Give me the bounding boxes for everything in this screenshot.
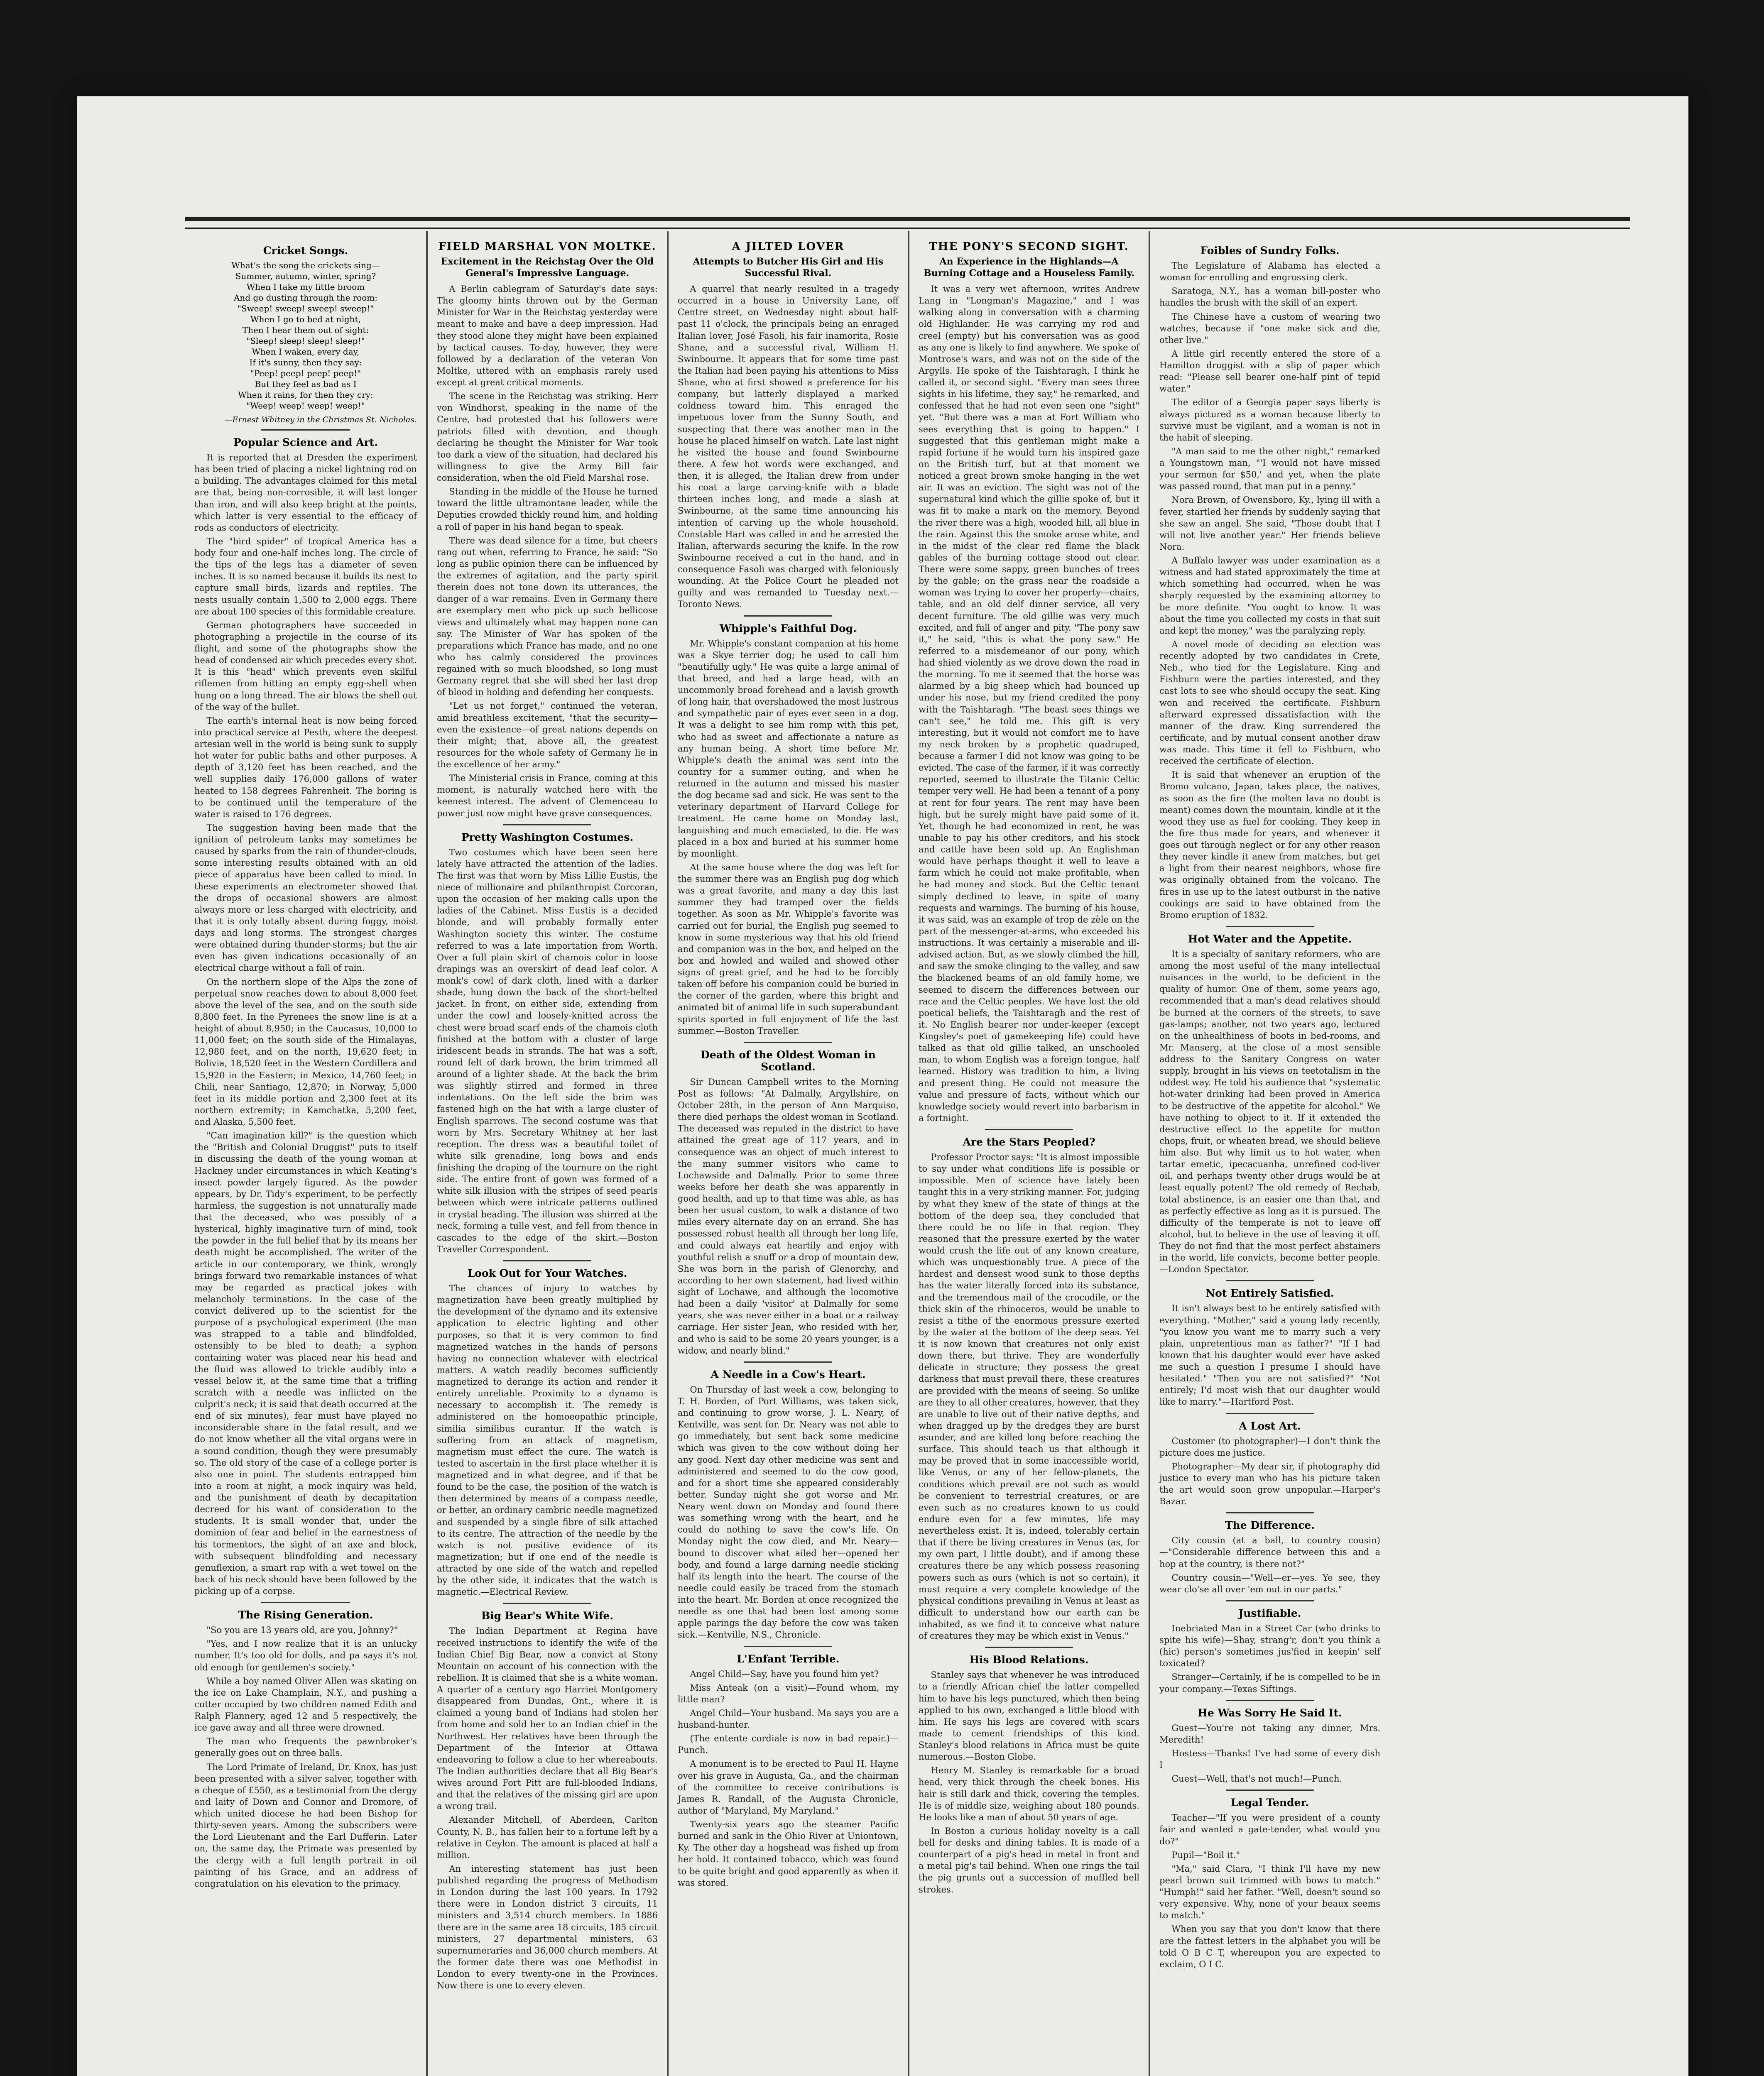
article-paragraph: The earth's internal heat is now being forced into practical service at Pesth, where the deepest artesian well in the world is being sunk to supply hot water for public baths and other purposes. A depth of 3,120 feet has been reached, and the well supplies daily 176,000 gallons of water heated to 158 degrees Fahrenheit. The boring is to be continued until the temperature of the water is raised to 176 degrees.: [194, 715, 417, 819]
article-paragraph: In Boston a curious holiday novelty is a call bell for desks and dining tables. It is made of a counterpart of a pig's head in metal in front and a metal pig's tail behind. When one rings the tail the pig grunts out a succession of muffled bell strokes.: [919, 1826, 1139, 1895]
poem-line: When it rains, for then they cry:: [238, 390, 373, 400]
article-headline: Whipple's Faithful Dog.: [719, 622, 857, 634]
article-separator: [261, 429, 350, 431]
column-5: [1149, 231, 1389, 2076]
article-paragraph: A Berlin cablegram of Saturday's date says: The gloomy hints thrown out by the German Minister for War in the Reichstag yesterday were meant to make and have a deep impression. Had they stood alone they might have been explained by tactical causes. To-day, however, they were followed by a declaration of the veteran Von Moltke, uttered with an emphasis rarely used except at great critical moments.: [437, 284, 658, 387]
article-deck: Excitement in the Reichstag Over the Old General's Impressive Language.: [441, 256, 654, 279]
article-headline: Cricket Songs.: [263, 245, 348, 257]
article-paragraph: When you say that you don't know that there are the fattest letters in the alphabet you will be told O B C T, whereupon you are expected to exclaim, O I C.: [1159, 1924, 1380, 1969]
article-separator: [1226, 1700, 1314, 1701]
newspaper-page: [77, 96, 1688, 2076]
article-paragraph: Teacher—"If you were president of a county fair and wanted a gate-tender, what would you do?": [1159, 1813, 1380, 1846]
article-paragraph: The "bird spider" of tropical America has a body four and one-half inches long. The circle of the tips of the legs has a diameter of seven inches. It is so named because it builds its nest to capture small birds, lizards and reptiles. The nests usually contain 1,500 to 2,000 eggs. There are about 100 species of this formidable creature.: [194, 536, 417, 617]
article-separator: [744, 1361, 833, 1363]
article-paragraph: Miss Anteak (on a visit)—Found whom, my little man?: [678, 1682, 899, 1704]
article-headline: A Lost Art.: [1239, 1420, 1301, 1432]
article-separator: [985, 1647, 1073, 1648]
article-separator: [503, 1260, 592, 1261]
article-paragraph: Inebriated Man in a Street Car (who drinks to spite his wife)—Shay, strang'r, don't you think a (hic) person's sometimes jus'fied in keepin' self toxicated?: [1159, 1623, 1380, 1669]
article-headline: Foibles of Sundry Folks.: [1200, 245, 1340, 257]
article-paragraph: Standing in the middle of the House he turned toward the little ultramontane leader, while the Deputies crowded thickly round him, and holding a roll of paper in his hand began to speak.: [437, 487, 658, 532]
poem-line: What's the song the crickets sing—: [231, 260, 380, 270]
article-paragraph: On the northern slope of the Alps the zone of perpetual snow reaches down to about 8,000 feet above the level of the sea, and on the south side 8,800 feet. In the Pyrenees the snow line is at a height of about 8,950; in the Caucasus, 10,000 to 11,000 feet; on the south side of the Himalayas, 12,980 feet, and on the north, 19,620 feet; in Bolivia, 18,520 feet in the Western Cordillera and 15,920 in the Eastern; in Mexico, 14,760 feet; in Chili, near Santiago, 12,870; in Norway, 5,000 feet in its middle portion and 2,300 feet at its northern extremity; in Kamchatka, 5,200 feet, and Alaska, 5,500 feet.: [194, 977, 417, 1127]
article-separator: [503, 1603, 592, 1604]
article-paragraph: The chances of injury to watches by magnetization have been greatly multiplied by the development of the dynamo and its extensive application to electric lighting and other purposes, so that it is very common to find magnetized watches in the hands of persons having no connection whatever with electrical matters. A watch readily becomes sufficiently magnetized to derange its action and render it entirely unreliable. Proximity to a dynamo is necessary to accomplish it. The remedy is administered on the homoeopathic principle, similia similibus curantur. If the watch is suffering from an attack of magnetism, magnetism must effect the cure. The watch is tested to ascertain in the first place whether it is magnetized and in what degree, and if that be found to be the case, the position of the watch is then determined by means of a compass needle, or better, an ordinary cambric needle magnetized and suspended by a single fibre of silk attached to its centre. The attraction of the needle by the watch is not positive evidence of its magnetization; but if one end of the needle is attracted by one side of the watch and repelled by the other side, it indicates that the watch is magnetic.—Electrical Review.: [437, 1283, 658, 1597]
article-headline: He Was Sorry He Said It.: [1198, 1706, 1342, 1719]
article-paragraph: Pupil—"Boil it.": [1171, 1850, 1240, 1860]
article-separator: [1226, 1413, 1314, 1414]
article-separator: [985, 1129, 1073, 1130]
article-paragraph: "A man said to me the other night," remarked a Youngstown man, "'I would not have missed your sermon for $50,' and yet, when the plate was passed round, that man put in a penny.": [1159, 446, 1380, 492]
column-1: [185, 231, 426, 2076]
article-paragraph: An interesting statement has just been published regarding the progress of Methodism in London during the last 100 years. In 1792 there were in London district 3 circuits, 11 ministers and 3,514 church members. In 1886 there are in the same area 18 circuits, 185 circuit ministers, 27 departmental ministers, 63 supernumeraries and 36,000 church members. At the former date there was one Methodist in London to every twenty-one in the Provinces. Now there is one to every eleven.: [437, 1863, 658, 1991]
article-headline: The Difference.: [1225, 1519, 1315, 1532]
article-paragraph: It is reported that at Dresden the experiment has been tried of placing a nickel lightning rod on a building. The advantages claimed for this metal are that, being non-corrosible, it will last longer than iron, and will also keep bright at the points, which latter is very essential to the efficacy of rods as conductors of electricity.: [194, 453, 417, 533]
article-paragraph: It is a specialty of sanitary reformers, who are among the most useful of the many intellectual nuisances in the world, to be deficient in the quality of humor. One of them, some years ago, recommended that a man's dead relatives should be burned at the corners of the streets, to save gas-lamps; another, not two years ago, lectured on the unhealthiness of boots in bed-rooms, and Mr. Manserg, at the close of a most sensible address to the Sanitary Congress on water supply, brought in his views on teetotalism in the oddest way. He told his audience that "systematic hot-water drinking had been proved in America to be destructive of the appetite for alcohol." We have nothing to object to it. If it extended the destructive effect to the appetite for mutton chops, fruit, or wheaten bread, we should believe him also. But why limit us to hot water, when tartar emetic, ipecacuanha, unrefined cod-liver oil, and perhaps twenty other drugs would be at least equally potent? The old remedy of Rechab, total abstinence, is an easier one than that, and as perfectly effective as long as it is pursued. The difficulty of the temperate is not to leave off alcohol, but to believe in the use of leaving it off. They do not find that the most perfect abstainers in the world, life convicts, become better people.—London Spectator.: [1159, 949, 1380, 1275]
poem: [194, 260, 417, 411]
article-paragraph: It isn't always best to be entirely satisfied with everything. "Mother," said a young lady recently, "you know you want me to marry such a very plain, unpretentious man as father?" "If I had known that his daughter would ever have asked me such a question I presume I should have hesitated." "Then you are not satisfied?" "Not entirely; I'd most wish that our daughter would like to marry."—Hartford Post.: [1159, 1303, 1380, 1407]
article-paragraph: "Let us not forget," continued the veteran, amid breathless excitement, "that the security—even the existence—of great nations depends on their might; that, above all, the greatest resources for the whole safety of Germany lie in the excellence of her army.": [437, 701, 658, 769]
poem-line: "Sweep! sweep! sweep! sweep!": [237, 304, 374, 313]
article-headline: Not Entirely Satisfied.: [1205, 1287, 1334, 1300]
article-paragraph: The suggestion having been made that the ignition of petroleum tanks may sometimes be caused by sparks from the rain of thunder-clouds, some interesting results obtained with an old piece of apparatus have been called to mind. In these experiments an electrometer showed that the drops of occasional showers are almost always more or less charged with electricity, and that it is only totally absent during foggy, moist days and long storms. The strongest charges were obtained during thunder-storms; but the air even has given indications occasionally of an electrical charge without a fall of rain.: [194, 823, 417, 973]
article-deck: An Experience in the Highlands—A Burning Cottage and a Houseless Family.: [924, 256, 1134, 279]
article-paragraph: Country cousin—"Well—er—yes. Ye see, they wear clo'se all over 'em out in our parts.": [1159, 1572, 1380, 1594]
poem-line: When I take my little broom: [246, 282, 365, 292]
masthead-rule: [185, 217, 1630, 221]
article-paragraph: The scene in the Reichstag was striking. Herr von Windhorst, speaking in the name of the Centre, had protested that his followers were patriots filled with devotion, and though declaring he thought the Minister for War took too dark a view of the situation, had declared his willingness to give the Army Bill fair consideration, when the old Field Marshal rose.: [437, 391, 658, 483]
article-paragraph: It is said that whenever an eruption of the Bromo volcano, Japan, takes place, the natives, as soon as the fire (the molten lava no doubt is meant) comes down the mountain, kindle at it the wood they use as fuel for cooking. They keep in the fire thus made for years, and whenever it goes out through neglect or for any other reason they never kindle it anew from matches, but get a light from their nearest neighbors, whose fire was originally obtained from the volcano. The fires in use up to the latest outburst in the native cookings are said to have obtained from the Bromo eruption of 1832.: [1159, 770, 1380, 920]
article-headline: L'Enfant Terrible.: [737, 1652, 840, 1665]
article-paragraph: Twenty-six years ago the steamer Pacific burned and sank in the Ohio River at Uniontown, Ky. The other day a hogshead was fished up from her hold. It contained tobacco, which was found to be quite bright and good apparently as when it was stored.: [678, 1819, 899, 1888]
article-paragraph: Sir Duncan Campbell writes to the Morning Post as follows: "At Dalmally, Argyllshire, on October 28th, in the person of Ann Marquiso, there died perhaps the oldest woman in Scotland. The deceased was reputed in the district to have attained the great age of 117 years, and in consequence was an object of much interest to the many summer visitors who came to Lochawside and Dalmally. Prior to some three weeks before her death she was apparently in good health, and up to that time was able, as has been her usual custom, to walk a distance of two miles every alternate day on an errand. She has possessed robust health all through her long life, and could always eat heartily and enjoy with youthful relish a snuff or a drop of mountain dew. She was born in the parish of Glenorchy, and according to her own statement, had lived within sight of Lochawe, and although the locomotive had been a daily 'visitor' at Dalmally for some years, she was never either in a boat or a railway carriage. Her sister Jean, who resided with her, and who is said to be some 20 years younger, is a widow, and nearly blind.": [678, 1077, 899, 1356]
article-paragraph: Guest—Well, that's not much!—Punch.: [1171, 1774, 1343, 1784]
article-separator: [1226, 926, 1314, 927]
article-headline: A Needle in a Cow's Heart.: [710, 1368, 866, 1381]
masthead-rule-thin: [185, 228, 1630, 229]
article-separator: [744, 615, 833, 617]
article-headline: His Blood Relations.: [969, 1654, 1089, 1666]
article-headline: The Rising Generation.: [238, 1609, 373, 1621]
article-paragraph: (The entente cordiale is now in bad repair.)—Punch.: [678, 1733, 899, 1755]
poem-line: Summer, autumn, winter, spring?: [235, 271, 376, 281]
poem-line: "Weep! weep! weep! weep!": [246, 401, 365, 411]
article-paragraph: While a boy named Oliver Allen was skating on the ice on Lake Champlain, N.Y., and pushing a cutter occupied by two children named Edith and Ralph Flannery, aged 12 and 5 respectively, the ice gave away and all three were drowned.: [194, 1676, 417, 1733]
article-headline: Look Out for Your Watches.: [467, 1267, 627, 1279]
article-paragraph: Hostess—Thanks! I've had some of every dish I: [1159, 1748, 1380, 1770]
poem-line: When I waken, every day,: [252, 347, 360, 357]
article-paragraph: Saratoga, N.Y., has a woman bill-poster who handles the brush with the skill of an expert.: [1159, 286, 1380, 308]
article-paragraph: Angel Child—Your husband. Ma says you are a husband-hunter.: [678, 1708, 899, 1730]
article-paragraph: The Lord Primate of Ireland, Dr. Knox, has just been presented with a silver salver, together with a cheque of £550, as a testimonial from the clergy and laity of Down and Connor and Dromore, of which united diocese he had been Bishop for thirty-seven years. Among the subscribers were the Lord Lieutenant and the Earl Dufferin. Later on, the same day, the Primate was presented by the clergy with a full length portrait in oil painting of his Grace, and an address of congratulation on his elevation to the primacy.: [194, 1762, 417, 1889]
article-paragraph: Mr. Whipple's constant companion at his home was a Skye terrier dog; he used to call him "beautifully ugly." He was quite a large animal of that breed, and had a large head, with an uncommonly broad forehead and a lavish growth of long hair, that overshadowed the most lustrous and sympathetic pair of eyes ever seen in a dog. It was a delight to see him romp with this pet, who had as sweet and affectionate a nature as any human being. A short time before Mr. Whipple's death the animal was sent into the country for a summer outing, and when he returned in the autumn and missed his master the dog became sad and sick. He was sent to the veterinary department of Harvard College for treatment. He came home on Monday last, languishing and much emaciated, to die. He was placed in a box and buried at his summer home by moonlight.: [678, 638, 899, 859]
article-paragraph: The editor of a Georgia paper says liberty is always pictured as a woman because liberty to survive must be vigilant, and a woman is not in the habit of sleeping.: [1159, 397, 1380, 443]
article-paragraph: "Yes, and I now realize that it is an unlucky number. It's too old for dolls, and pa says it's not old enough for gentlemen's society.": [194, 1639, 417, 1672]
article-headline: FIELD MARSHAL VON MOLTKE.: [438, 240, 657, 253]
column-2: [426, 231, 667, 2076]
article-paragraph: A little girl recently entered the store of a Hamilton druggist with a slip of paper which read: "Please sell bearer one-half pint of tepid water.": [1159, 348, 1380, 394]
article-deck: Attempts to Butcher His Girl and His Successful Rival.: [693, 256, 884, 279]
article-paragraph: A monument is to be erected to Paul H. Hayne over his grave in Augusta, Ga., and the chairman of the committee to receive contributions is James R. Randall, of the Augusta Chronicle, author of "Maryland, My Maryland.": [678, 1759, 899, 1816]
article-separator: [503, 824, 592, 825]
article-paragraph: "Can imagination kill?" is the question which the "British and Colonial Druggist" puts to itself in discussing the death of the young woman at Hackney under circumstances in which Keating's insect powder largely figured. As the powder appears, by Dr. Tidy's experiment, to be perfectly harmless, the suggestion is not unnaturally made that the deceased, who was possibly of a hysterical, highly imaginative turn of mind, took the powder in the full belief that by its means her death might be accomplished. The writer of the article in our contemporary, we think, wrongly brings forward two remarkable instances of what may be regarded as practical jokes with melancholy terminations. In the case of the convict delivered up to the scientist for the purpose of a psychological experiment (the man was strapped to a table and blindfolded, ostensibly to be bled to death; a syphon containing water was placed near his head and the fluid was allowed to trickle audibly into a vessel below it, at the same time that a trifling scratch with a needle was inflicted on the culprit's neck; it is said that death occurred at the end of six minutes), fear must have played no inconsiderable share in the fatal result, and we do not know whether all the vital organs were in a sound condition, though they were presumably so. The old story of the case of a college porter is also one in point. The students entrapped him into a room at night, a mock inquiry was held, and the punishment of death by decapitation decreed for his want of consideration to the students. It is small wonder that, under the dominion of fear and belief in the earnestness of his tormentors, the sight of an axe and block, with subsequent blindfolding and necessary genuflexion, a smart rap with a wet towel on the back of his neck should have been followed by the picking up of a corpse.: [194, 1131, 417, 1596]
article-headline: Popular Science and Art.: [233, 436, 378, 448]
article-headline: Pretty Washington Costumes.: [461, 831, 634, 843]
article-paragraph: It was a very wet afternoon, writes Andrew Lang in "Longman's Magazine," and I was walking along in conversation with a charming old Highlander. He was carrying my rod and creel (empty) but his conversation was as good as any one is likely to find anywhere. We spoke of Montrose's wars, and was not on the side of the Argylls. He spoke of the Taishtaragh, I think he called it, or second sight. "Every man sees three sights in his lifetime, they say," he remarked, and confessed that he had not even seen one "sight" yet. "But there was a man at Fort William who sees everything that is going to happen." I suggested that this gentleman might make a rapid fortune if he would turn his inspired gaze on the British turf, but at that moment we noticed a great brown smoke hanging in the wet air. It was an eviction. The sight was not of the supernatural kind which the gillie spoke of, but it was fit to make a mark on the memory. Beyond the river there was a high, wooded hill, all blue in the rain. Against this the smoke arose white, and in the midst of the clear red flame the black gables of the burning cottage stood out clear. There were some sappy, green bunches of trees by the gable; on the grass near the roadside a woman was trying to cover her property—chairs, table, and an old delf dinner service, all very decent furniture. The old gillie was very much excited, and full of anger and pity. "The pony saw it," he said, "this is what the pony saw." He referred to a misdemeanor of our pony, which had shied violently as we drove down the road in the morning. To me it seemed that the horse was alarmed by a big sheep which had bounced up under his nose, but my friend credited the pony with the Taishtaragh. "The beast sees things we can't see," he told me. This gift is very interesting, but it would not comfort me to have my neck broken by a prophetic quadruped, because a farmer I did not know was going to be evicted. The case of the farmer, if it was correctly reported, seemed to illustrate the Titanic Celtic temper very well. He had been a tenant of a pony at rent for four years. The rent may have been high, but he surely might have paid some of it. Yet, though he had economized in rent, he was unable to pay his other creditors, and his stock and cattle have been sold up. An Englishman would have perhaps thought it well to leave a farm which he could not make profitable, when he had money and stock. But the Celtic tenant simply declined to leave, in spite of many requests and warnings. The burning of his house, it was said, was an example of trop de zèle on the part of the messenger-at-arms, who exceeded his instructions. It was certainly a miserable and ill-advised action. But, as we slowly climbed the hill, and saw the smoke clinging to the valley, and saw the blackened beams of an old family home, we seemed to discern the differences between our race and the Celtic peoples. We have lost the old poetical beliefs, the Taishtaragh and the rest of it. No English bearer nor under-keeper (except Kingsley's poet of gamekeeping life) could have talked as that old gillie talked, an unschooled man, to whom English was a foreign tongue, half learned. History was tradition to him, a living and present thing. He could not measure the value and pressure of facts, without which our knowledge society would revert into barbarism in a fortnight.: [919, 284, 1139, 1123]
article-paragraph: Stranger—Certainly, if he is compelled to be in your company.—Texas Siftings.: [1159, 1672, 1380, 1694]
article-paragraph: There was dead silence for a time, but cheers rang out when, referring to France, he said: "So long as public opinion there can be influenced by the extremes of agitation, and the party spirit therein does not tone down its utterances, the danger of a war remains. Even in Germany there are exemplary men who pick up such bellicose views and ultimately what may happen none can say. The Minister of War has spoken of the preparations which France has made, and no one who has calmly considered the provinces regained with so much bloodshed, so long must Germany regret that she will shed her last drop of blood in holding and defending her conquests.: [437, 535, 658, 698]
article-paragraph: Professor Proctor says: "It is almost impossible to say under what conditions life is possible or impossible. Men of science have lately been taught this in a very striking manner. For, judging by what they knew of the state of things at the bottom of the deep sea, they concluded that there could be no life in that region. They reasoned that the pressure exerted by the water would crush the life out of any known creature, which was unquestionably true. A piece of the hardest and densest wood sunk to those depths has the water literally forced into its substance, and the tremendous mail of the crocodile, or the thick skin of the rhinoceros, would be unable to resist a tithe of the enormous pressure exerted by the water at the bottom of the deep seas. Yet it is now known that creatures not only exist down there, but thrive. They are wonderfully delicate in structure; they possess the great darkness that must prevail there, these creatures are provided with the means of seeing. So unlike are they to all other creatures, however, that they are unable to live out of their native depths, and when dragged up by the dredges they are burst asunder, and are killed long before reaching the surface. This should teach us that although it may be proved that in some inaccessible world, like Venus, or any of her fellow-planets, the conditions which prevail are not such as would be convenient to terrestrial creatures, or are even such as no creatures known to us could endure even for a few minutes, life may nevertheless exist. It is, indeed, tolerably certain that if there be living creatures in Venus (as, for my own part, I little doubt), and if among these creatures there be any which possess reasoning powers such as ours (which is not so certain), it must require a very complete knowledge of the physical conditions prevailing in Venus at least as difficult to understand how our earth can be inhabited, as we find it to conceive what nature of creatures they may be which exist in Venus.": [919, 1152, 1139, 1641]
article-separator: [1226, 1512, 1314, 1513]
article-headline: A JILTED LOVER: [732, 240, 845, 253]
article-separator: [1226, 1280, 1314, 1281]
poem-line: But they feel as bad as I: [255, 379, 357, 389]
article-paragraph: Customer (to photographer)—I don't think the picture does me justice.: [1159, 1436, 1380, 1458]
article-paragraph: "So you are 13 years old, are you, Johnny?": [206, 1625, 398, 1635]
article-paragraph: Photographer—My dear sir, if photography did justice to every man who has his picture taken the art would soon grow unpopular.—Harper's Bazar.: [1159, 1461, 1380, 1507]
article-paragraph: On Thursday of last week a cow, belonging to T. H. Borden, of Port Williams, was taken sick, and continuing to grow worse, J. L. Neary, of Kentville, was sent for. Dr. Neary was not able to go immediately, but sent back some medicine which was given to the cow without doing her any good. Next day other medicine was sent and administered and seemed to do the cow good, and for a short time she appeared considerably better. Sunday night she got worse and Mr. Neary went down on Monday and found there was something wrong with the heart, and he could do nothing to save the cow's life. On Monday night the cow died, and Mr. Neary—bound to discover what ailed her—opened her body, and found a large darning needle sticking half its length into the heart. The course of the needle could easily be traced from the stomach into the heart. Mr. Borden at once recognized the needle as one that had been lost among some apple parings the day before the cow was taken sick.—Kentville, N.S., Chronicle.: [678, 1384, 899, 1640]
article-paragraph: A quarrel that nearly resulted in a tragedy occurred in a house in University Lane, off Centre street, on Wednesday night about half-past 11 o'clock, the principals being an enraged Italian lover, José Fasoli, his fair inamorita, Rosie Shane, and a successful rival, William H. Swinbourne. It appears that for some time past the Italian had been paying his attentions to Miss Shane, who at first showed a preference for his company, but latterly displayed a marked coldness toward him. This enraged the impetuous lover from the Sunny South, and suspecting that there was another man in the house he placed himself on watch. Late last night he visited the house and found Swinbourne there. A few hot words were exchanged, and then, it is alleged, the Italian drew from under his coat a large carving-knife with a blade thirteen inches long, and made a slash at Swinbourne, at the same time announcing his intention of carving up the whole household. Constable Hart was called in and he arrested the Italian, afterwards securing the knife. In the row Swinbourne received a cut in the hand, and in consequence Fasoli was charged with feloniously wounding. At the Police Court he pleaded not guilty and was remanded to Tuesday next.—Toronto News.: [678, 284, 899, 610]
article-paragraph: Angel Child—Say, have you found him yet?: [690, 1669, 879, 1679]
article-separator: [1226, 1790, 1314, 1791]
article-headline: Legal Tender.: [1230, 1797, 1309, 1809]
article-paragraph: Henry M. Stanley is remarkable for a broad head, very thick through the cheek bones. His hair is still dark and thick, covering the temples. He is of middle size, weighing about 180 pounds. He looks like a man of about 50 years of age.: [919, 1765, 1139, 1822]
column-grid: [185, 231, 1630, 2076]
article-separator: [744, 1042, 833, 1043]
poem-line: If it's sunny, then they say:: [249, 357, 362, 367]
article-paragraph: "Ma," said Clara, "I think I'll have my new pearl brown suit trimmed with bows to match." "Humph!" said her father. "Well, doesn't sound so very expensive. Why, none of your beaux seems to match.": [1159, 1863, 1380, 1921]
article-paragraph: The Ministerial crisis in France, coming at this moment, is naturally watched here with the keenest interest. The advent of Clemenceau to power just now might have grave consequences.: [437, 773, 658, 818]
article-paragraph: City cousin (at a ball, to country cousin)—"Considerable difference between this and a hop at the country, is there not?": [1159, 1535, 1380, 1569]
poem-line: "Peep! peep! peep! peep!": [250, 368, 361, 378]
article-paragraph: The Chinese have a custom of wearing two watches, because if "one make sick and die, other live.": [1159, 311, 1380, 345]
poem-line: Then I hear them out of sight:: [242, 325, 369, 335]
article-paragraph: At the same house where the dog was left for the summer there was an English pug dog which was a great favorite, and many a day this last summer they had tramped over the fields together. As soon as Mr. Whipple's favorite was carried out for burial, the English pug seemed to know in some mysterious way that his old friend and companion was in the box, and helped on the box and howled and wailed and showed other signs of great grief, and he had to be forcibly taken off before his companion could be buried in the corner of the garden, where this bright and animated bit of animal life in such superabundant spirits sported in full enjoyment of life the last summer.—Boston Traveller.: [678, 862, 899, 1036]
article-paragraph: Guest—You're not taking any dinner, Mrs. Meredith!: [1159, 1723, 1380, 1745]
article-paragraph: Stanley says that whenever he was introduced to a friendly African chief the latter compelled him to have his legs punctured, which then being applied to his own, exchanged a little blood with him. He says his legs are covered with scars made to cement friendships of this kind. Stanley's blood relations in Africa must be quite numerous.—Boston Globe.: [919, 1670, 1139, 1762]
article-headline: Justifiable.: [1238, 1607, 1301, 1619]
poem-line: When I go to bed at night,: [250, 314, 361, 324]
article-headline: Hot Water and the Appetite.: [1188, 933, 1352, 945]
article-paragraph: A novel mode of deciding an election was recently adopted by two candidates in Crete, Neb., who tied for the Legislature. King and Fishburn were the parties interested, and they cast lots to see who should occupy the seat. King won and received the certificate. Fishburn afterward expressed dissatisfaction with the manner of the draw. King surrendered the certificate, and by mutual consent another draw was made. This time it fell to Fishburn, who received the certificate of election.: [1159, 639, 1380, 766]
article-paragraph: Alexander Mitchell, of Aberdeen, Carlton County, N. B., has fallen heir to a fortune left by a relative in Ceylon. The amount is placed at half a million.: [437, 1815, 658, 1860]
article-headline: Death of the Oldest Woman in Scotland.: [701, 1048, 876, 1073]
article-paragraph: The man who frequents the pawnbroker's generally goes out on three balls.: [194, 1736, 417, 1758]
poem-line: "Sleep! sleep! sleep! sleep!": [246, 336, 365, 346]
poem-attribution: —Ernest Whitney in the Christmas St. Nicholas.: [224, 415, 417, 424]
poem-line: And go dusting through the room:: [233, 293, 377, 303]
article-separator: [1226, 1600, 1314, 1601]
article-headline: Are the Stars Peopled?: [963, 1136, 1095, 1148]
article-separator: [261, 1602, 350, 1603]
article-paragraph: Two costumes which have been seen here lately have attracted the attention of the ladies. The first was that worn by Miss Lillie Eustis, the niece of millionaire and philanthropist Corcoran, upon the occasion of her making calls upon the ladies of the Cabinet. Miss Eustis is a decided blonde, and will probably formally enter Washington society this winter. The costume referred to was a late importation from Worth. Over a full plain skirt of chamois color in loose drapings was an overskirt of dead leaf color. A monk's cowl of dark cloth, lined with a darker shade, hung down the back of the short-belted jacket. In front, on either side, extending from under the cowl and loosely-knitted across the chest were broad scarf ends of the chamois cloth finished at the bottom with a cluster of large iridescent beads in strands. The hat was a soft, round felt of dark brown, the brim trimmed all around of a lighter shade. At the back the brim was slightly stirred and formed in three indentations. On the left side the brim was fastened high on the hat with a large cluster of English sparrows. The second costume was that worn by Mrs. Secretary Whitney at her last reception. The dress was a beautiful toilet of white silk grenadine, long bows and ends finishing the draping of the tournure on the right side. The entire front of gown was formed of a white silk illusion with the stripes of seed pearls between which were intricate patterns outlined in crystal beading. The illusion was shirred at the neck, forming a tulle vest, and fell from thence in cascades to the edge of the skirt.—Boston Traveller Correspondent.: [437, 847, 658, 1254]
article-paragraph: The Indian Department at Regina have received instructions to identify the wife of the Indian Chief Big Bear, now a convict at Stony Mountain on account of his connection with the rebellion. It is claimed that she is a white woman. A quarter of a century ago Harriet Montgomery disappeared from Dundas, Ont., where it is claimed a young band of Indians had stolen her from home and sold her to an Indian chief in the Northwest. Her relatives have been through the Department of the Interior at Ottawa endeavoring to follow a clue to her whereabouts. The Indian authorities declare that all Big Bear's wives around Fort Pitt are full-blooded Indians, and that the relatives of the missing girl are upon a wrong trail.: [437, 1626, 658, 1812]
article-separator: [744, 1646, 833, 1647]
article-paragraph: Nora Brown, of Owensboro, Ky., lying ill with a fever, startled her friends by suddenly saying that she saw an angel. She said, "Those doubt that I will not live another year." Her friends believe Nora.: [1159, 495, 1380, 552]
article-paragraph: German photographers have succeeded in photographing a projectile in the course of its flight, and some of the photographs show the head of condensed air which precedes every shot. It is this "head" which prevents even skilful riflemen from hitting an empty egg-shell when hung on a long thread. The air blows the shell out of the way of the bullet.: [194, 620, 417, 712]
column-4: [908, 231, 1149, 2076]
article-headline: THE PONY'S SECOND SIGHT.: [929, 240, 1129, 253]
article-paragraph: The Legislature of Alabama has elected a woman for enrolling and engrossing clerk.: [1159, 261, 1380, 283]
article-headline: Big Bear's White Wife.: [481, 1610, 614, 1622]
article-paragraph: A Buffalo lawyer was under examination as a witness and had stated approximately the time at which something had occurred, when he was sharply requested by the examining attorney to be more definite. "You ought to know. It was about the time you collected my costs in that suit and kept the money," was the paralyzing reply.: [1159, 556, 1380, 636]
column-3: [667, 231, 908, 2076]
